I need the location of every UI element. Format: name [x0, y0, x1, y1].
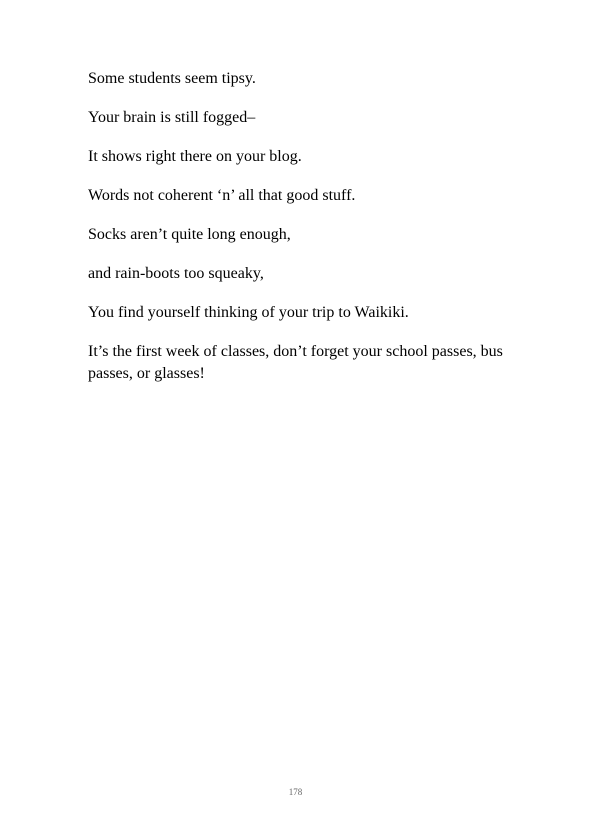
- poem-line: Some students seem tipsy.: [88, 70, 256, 87]
- poem-body: [88, 68, 518, 402]
- poem-line: It shows right there on your blog.: [88, 148, 302, 165]
- poem-line: It’s the first week of classes, don’t forget your school passes, bus passes, or glasses!: [88, 343, 503, 382]
- poem-line: Words not coherent ‘n’ all that good stuff.: [88, 187, 356, 204]
- poem-line: and rain-boots too squeaky,: [88, 265, 264, 282]
- page-number: 178: [288, 787, 303, 797]
- poem-line: You find yourself thinking of your trip to Waikiki.: [88, 304, 409, 321]
- poem-line: Socks aren’t quite long enough,: [88, 226, 291, 243]
- poem-line: Your brain is still fogged–: [88, 109, 256, 126]
